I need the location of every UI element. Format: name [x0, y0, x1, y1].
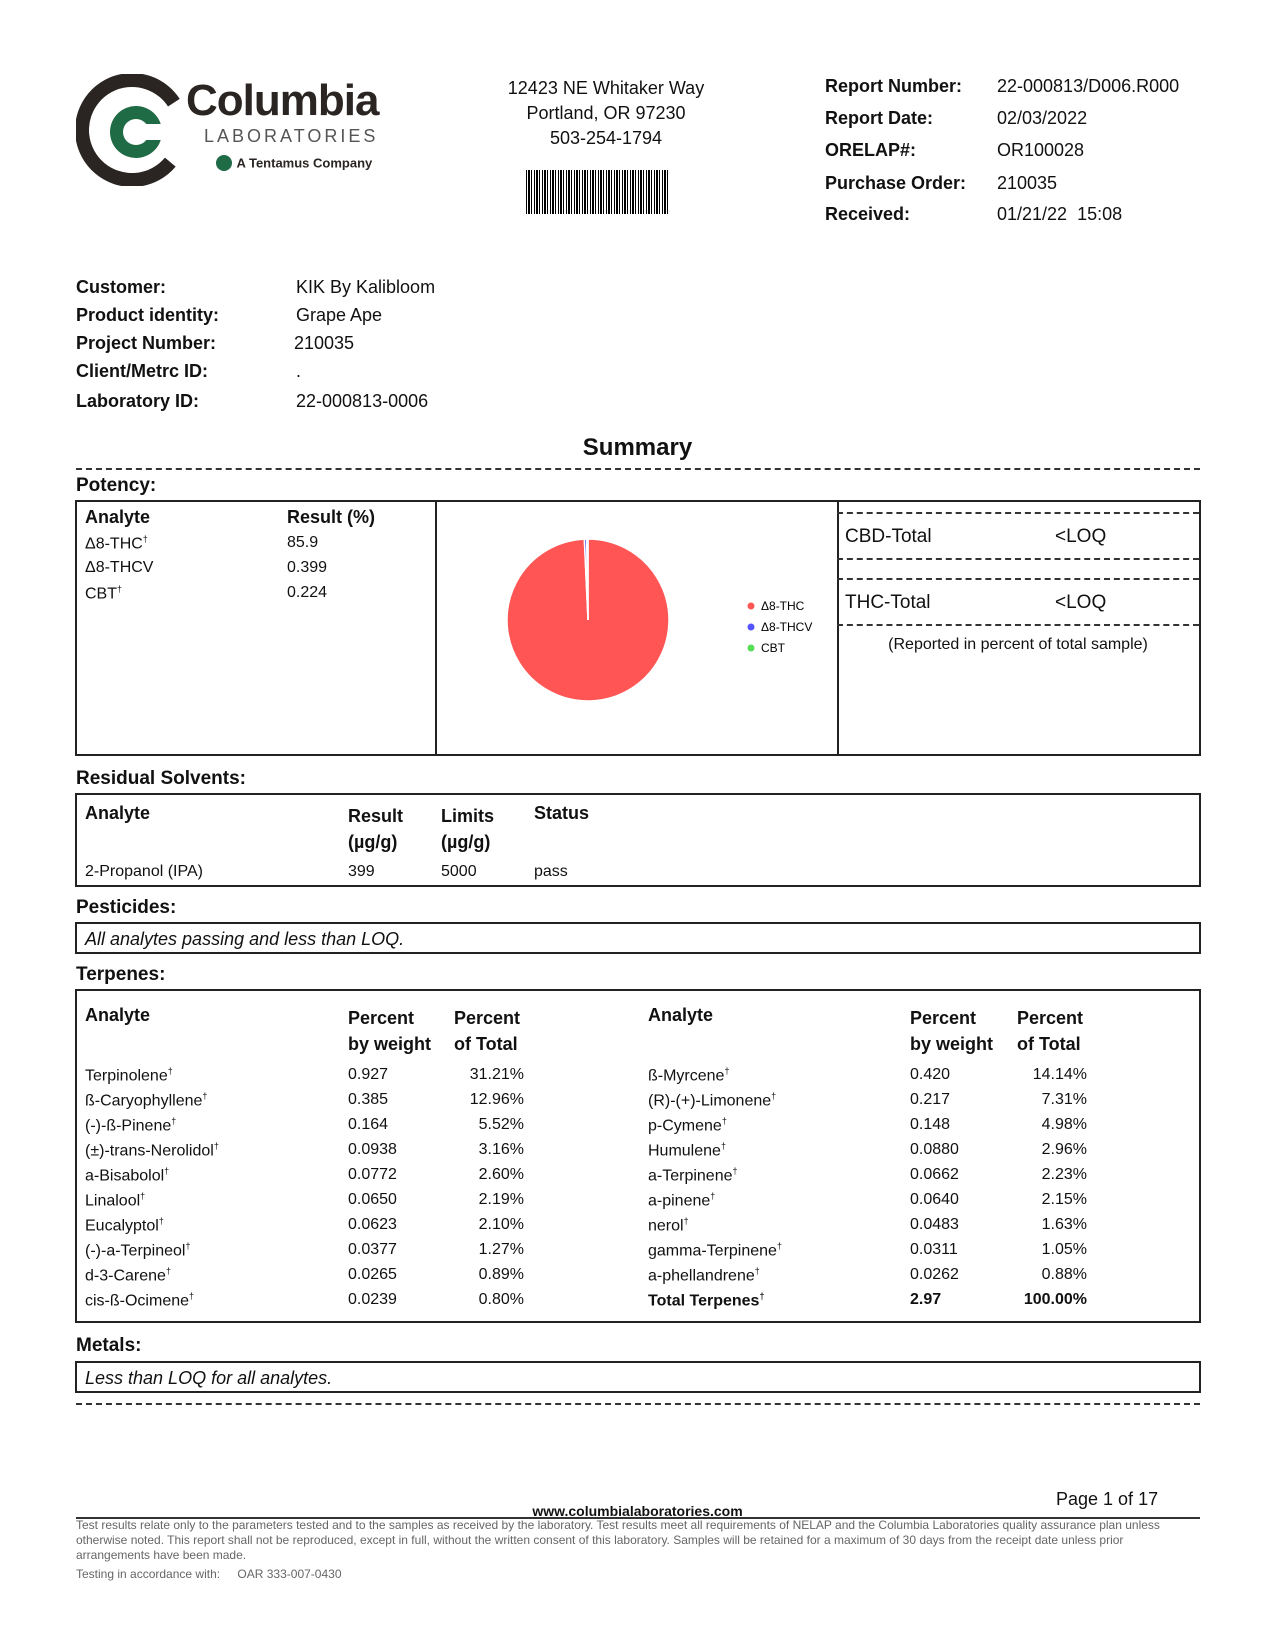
dagger-mark: † — [771, 1091, 777, 1101]
analyte-name: a-phellandrene — [648, 1267, 755, 1285]
table-row — [648, 1291, 764, 1310]
table-row — [648, 1191, 715, 1210]
dagger-mark: † — [776, 1241, 782, 1251]
customer-label: Customer: — [76, 277, 167, 297]
dagger-mark: † — [167, 1066, 173, 1076]
testing-label: Testing in accordance with: — [76, 1567, 221, 1581]
weight-value: 0.385 — [348, 1091, 389, 1108]
weight-value: 0.0623 — [348, 1216, 397, 1233]
weight-value: 0.0265 — [348, 1266, 397, 1283]
dagger-mark: † — [720, 1141, 726, 1151]
dagger-mark: † — [710, 1191, 716, 1201]
analyte-name: ß-Myrcene — [648, 1067, 725, 1085]
weight-value: 0.0938 — [348, 1141, 397, 1158]
purchase-order-label: Purchase Order: — [825, 173, 967, 193]
result-value: 399 — [348, 863, 375, 880]
terp-col-total-left: Percent — [454, 1008, 521, 1028]
dagger-mark: † — [732, 1166, 738, 1176]
total-value: 2.60% — [478, 1166, 524, 1183]
page-number: Page 1 of 17 — [1056, 1489, 1159, 1509]
report-number-value: 22-000813/D006.R000 — [997, 76, 1180, 96]
legend-label: Δ8-THC — [761, 599, 805, 613]
table-row — [648, 1241, 782, 1260]
terpenes-heading: Terpenes: — [76, 964, 166, 985]
analyte-name: Δ8-THC — [85, 535, 143, 553]
total-value: 2.23% — [1041, 1166, 1087, 1183]
dagger-mark: † — [754, 1266, 760, 1276]
lab-address — [476, 76, 736, 151]
logo — [76, 74, 406, 186]
report-date-label: Report Date: — [825, 108, 934, 128]
dagger-mark: † — [721, 1116, 727, 1126]
rs-col-limits-unit: (µg/g) — [441, 832, 491, 852]
logo-name: Columbia — [186, 76, 379, 125]
thc-total-label: THC-Total — [845, 592, 931, 613]
analyte-name: nerol — [648, 1217, 684, 1235]
terp-col-analyte-left: Analyte — [85, 1005, 151, 1025]
dagger-mark: † — [202, 1091, 208, 1101]
weight-value: 0.0662 — [910, 1166, 959, 1183]
summary-title: Summary — [582, 434, 693, 461]
result-value: 0.224 — [287, 584, 328, 601]
weight-value: 0.0239 — [348, 1291, 397, 1308]
analyte-name: Δ8-THCV — [85, 559, 154, 576]
metals-box — [75, 1361, 1201, 1393]
total-value: 5.52% — [478, 1116, 524, 1133]
report-date-value: 02/03/2022 — [997, 108, 1088, 128]
rs-col-status: Status — [534, 803, 590, 823]
columbia-logo-icon — [76, 74, 188, 186]
terpenes-box — [75, 989, 1201, 1323]
rs-col-result: Result — [348, 806, 404, 826]
total-value: 0.88% — [1041, 1266, 1087, 1283]
analyte-name: (R)-(+)-Limonene — [648, 1092, 772, 1110]
dagger-mark: † — [189, 1291, 195, 1301]
product-identity-value: Grape Ape — [296, 305, 383, 325]
terp-col-weight-left-2: by weight — [348, 1034, 432, 1054]
analyte-name: (±)-trans-Nerolidol — [85, 1142, 214, 1160]
total-value: 4.98% — [1041, 1116, 1087, 1133]
weight-value: 0.0483 — [910, 1216, 959, 1233]
residual-solvents-box — [75, 793, 1201, 887]
dagger-mark: † — [724, 1066, 730, 1076]
weight-value: 0.217 — [910, 1091, 951, 1108]
total-value: 0.80% — [478, 1291, 524, 1308]
dagger-mark: † — [140, 1191, 146, 1201]
table-row — [648, 1116, 727, 1135]
customer-value: KIK By Kalibloom — [296, 277, 436, 297]
dagger-mark: † — [683, 1216, 689, 1226]
legend-swatch — [748, 624, 755, 631]
divider — [76, 1403, 1200, 1405]
purchase-order-value: 210035 — [997, 173, 1058, 193]
terp-col-weight-left: Percent — [348, 1008, 415, 1028]
table-row — [648, 1091, 776, 1110]
report-number-label: Report Number: — [825, 76, 963, 96]
laboratory-id-value: 22-000813-0006 — [296, 391, 429, 411]
terp-col-weight-right: Percent — [910, 1008, 977, 1028]
table-row — [85, 1066, 173, 1085]
table-row — [85, 1166, 169, 1185]
rs-col-analyte: Analyte — [85, 803, 151, 823]
weight-value: 0.0650 — [348, 1191, 397, 1208]
legend-swatch — [748, 603, 755, 610]
legend-label: CBT — [761, 641, 785, 655]
weight-value: 0.0640 — [910, 1191, 959, 1208]
total-value: 31.21% — [469, 1066, 524, 1083]
residual-solvents-heading: Residual Solvents: — [76, 768, 246, 789]
weight-value: 0.164 — [348, 1116, 389, 1133]
table-row — [85, 1266, 171, 1285]
terp-col-total-left-2: of Total — [454, 1034, 518, 1054]
dagger-mark: † — [759, 1291, 765, 1301]
cbd-total-value: <LOQ — [1055, 526, 1107, 547]
dagger-mark: † — [142, 534, 148, 544]
analyte-name: Linalool — [85, 1192, 141, 1210]
address-line: 503-254-1794 — [549, 128, 663, 148]
dagger-mark: † — [165, 1266, 171, 1276]
rs-col-result-unit: (µg/g) — [348, 832, 398, 852]
received-value: 01/21/22 15:08 — [997, 204, 1123, 224]
footer-testing — [76, 1567, 342, 1581]
total-value: 1.05% — [1041, 1241, 1087, 1258]
potency-pie-chart — [435, 502, 837, 754]
analyte-name: p-Cymene — [648, 1117, 722, 1135]
pesticides-box — [75, 922, 1201, 954]
analyte-name: gamma-Terpinene — [648, 1242, 777, 1260]
table-row — [85, 534, 148, 553]
analyte-name: Total Terpenes — [648, 1292, 760, 1310]
total-value: 0.89% — [478, 1266, 524, 1283]
client-metrc-value: . — [296, 361, 302, 381]
footer-disclaimer: Test results relate only to the parameters tested and to the samples as received by the laboratory. Test results meet all requirements of NELAP and the Columbia Laboratories quality assurance plan unless otherwise noted. This report shall not be reproduced, except in full, without the written consent of this laboratory. Samples will be retained for a maximum of 30 days from the receipt date unless prior arrangements have been made. — [76, 1518, 1160, 1562]
limit-value: 5000 — [441, 863, 477, 880]
terp-col-analyte-right: Analyte — [648, 1005, 714, 1025]
weight-value: 0.0772 — [348, 1166, 397, 1183]
thc-total-value: <LOQ — [1055, 592, 1107, 613]
terp-col-total-right: Percent — [1017, 1008, 1084, 1028]
table-row — [648, 1141, 726, 1160]
total-value: 12.96% — [469, 1091, 524, 1108]
table-row — [648, 1166, 738, 1185]
table-row — [85, 1116, 176, 1135]
dagger-mark: † — [213, 1141, 219, 1151]
weight-value: 0.148 — [910, 1116, 951, 1133]
barcode — [526, 170, 668, 214]
table-row — [85, 1191, 145, 1210]
analyte-name: 2-Propanol (IPA) — [85, 863, 203, 880]
pesticides-heading: Pesticides: — [76, 897, 177, 918]
cbd-total-label: CBD-Total — [845, 526, 932, 547]
logo-tagline: A Tentamus Company — [236, 155, 373, 171]
analyte-name: a-pinene — [648, 1192, 711, 1210]
potency-heading: Potency: — [76, 475, 157, 496]
potency-totals — [837, 502, 1199, 754]
project-number-value: 210035 — [294, 333, 355, 353]
analyte-name: Eucalyptol — [85, 1217, 159, 1235]
dagger-mark: † — [164, 1166, 170, 1176]
potency-col-result: Result (%) — [287, 507, 376, 527]
total-value: 1.63% — [1041, 1216, 1087, 1233]
weight-value: 0.927 — [348, 1066, 389, 1083]
potency-box — [75, 500, 1201, 756]
table-row — [648, 1216, 689, 1235]
logo-sub: LABORATORIES — [204, 126, 379, 146]
potency-col-analyte: Analyte — [85, 507, 151, 527]
testing-value: OAR 333-007-0430 — [237, 1567, 342, 1581]
address-line: 12423 NE Whitaker Way — [507, 78, 705, 98]
result-value: 85.9 — [287, 534, 319, 551]
legend-label: Δ8-THCV — [761, 620, 813, 634]
analyte-name: (-)-ß-Pinene — [85, 1117, 172, 1135]
website-link[interactable]: www.columbialaboratories.com — [532, 1503, 743, 1519]
result-value: 0.399 — [287, 559, 328, 576]
table-row — [648, 1266, 760, 1285]
table-row — [85, 1241, 190, 1260]
project-number-label: Project Number: — [76, 333, 217, 353]
laboratory-id-label: Laboratory ID: — [76, 391, 200, 411]
weight-value: 0.0377 — [348, 1241, 397, 1258]
analyte-name: (-)-a-Terpineol — [85, 1242, 186, 1260]
weight-value: 0.0262 — [910, 1266, 959, 1283]
table-row — [85, 1216, 164, 1235]
table-row — [85, 559, 153, 577]
table-row — [85, 1141, 219, 1160]
weight-value: 0.0880 — [910, 1141, 959, 1158]
table-row — [85, 863, 203, 881]
table-row — [85, 584, 122, 603]
analyte-name: a-Bisabolol — [85, 1167, 165, 1185]
total-value: 3.16% — [478, 1141, 524, 1158]
potency-chart — [435, 502, 839, 754]
total-value: 2.15% — [1041, 1191, 1087, 1208]
analyte-name: d-3-Carene — [85, 1267, 166, 1285]
table-row — [85, 1291, 194, 1310]
orelap-value: OR100028 — [997, 140, 1085, 160]
table-row — [648, 1066, 729, 1085]
total-value: 14.14% — [1032, 1066, 1087, 1083]
weight-value: 2.97 — [910, 1291, 942, 1308]
potency-table — [77, 502, 437, 754]
total-value: 7.31% — [1041, 1091, 1087, 1108]
analyte-name: cis-ß-Ocimene — [85, 1292, 190, 1310]
divider — [76, 468, 1200, 470]
dagger-mark: † — [158, 1216, 164, 1226]
total-value: 2.19% — [478, 1191, 524, 1208]
pesticides-text: All analytes passing and less than LOQ. — [85, 929, 405, 949]
product-identity-label: Product identity: — [76, 305, 219, 325]
dagger-mark: † — [171, 1116, 177, 1126]
analyte-name: a-Terpinene — [648, 1167, 733, 1185]
total-value: 2.96% — [1041, 1141, 1087, 1158]
analyte-name: ß-Caryophyllene — [85, 1092, 203, 1110]
orelap-label: ORELAP#: — [825, 140, 917, 160]
dagger-mark: † — [117, 584, 123, 594]
terp-col-weight-right-2: by weight — [910, 1034, 994, 1054]
total-value: 1.27% — [478, 1241, 524, 1258]
table-row — [85, 1091, 207, 1110]
received-label: Received: — [825, 204, 911, 224]
legend-swatch — [748, 645, 755, 652]
address-line: Portland, OR 97230 — [526, 103, 686, 123]
weight-value: 0.420 — [910, 1066, 951, 1083]
total-value: 100.00% — [1023, 1291, 1087, 1308]
terp-col-total-right-2: of Total — [1017, 1034, 1081, 1054]
metals-heading: Metals: — [76, 1335, 142, 1356]
status-value: pass — [534, 863, 568, 880]
metals-text: Less than LOQ for all analytes. — [85, 1368, 333, 1388]
weight-value: 0.0311 — [910, 1241, 958, 1258]
total-value: 2.10% — [478, 1216, 524, 1233]
analyte-name: CBT — [85, 585, 117, 603]
client-metrc-label: Client/Metrc ID: — [76, 361, 209, 381]
tentamus-icon — [216, 155, 232, 171]
potency-note: (Reported in percent of total sample) — [888, 636, 1148, 653]
analyte-name: Terpinolene — [85, 1067, 168, 1085]
dagger-mark: † — [185, 1241, 191, 1251]
analyte-name: Humulene — [648, 1142, 721, 1160]
rs-col-limits: Limits — [441, 806, 495, 826]
